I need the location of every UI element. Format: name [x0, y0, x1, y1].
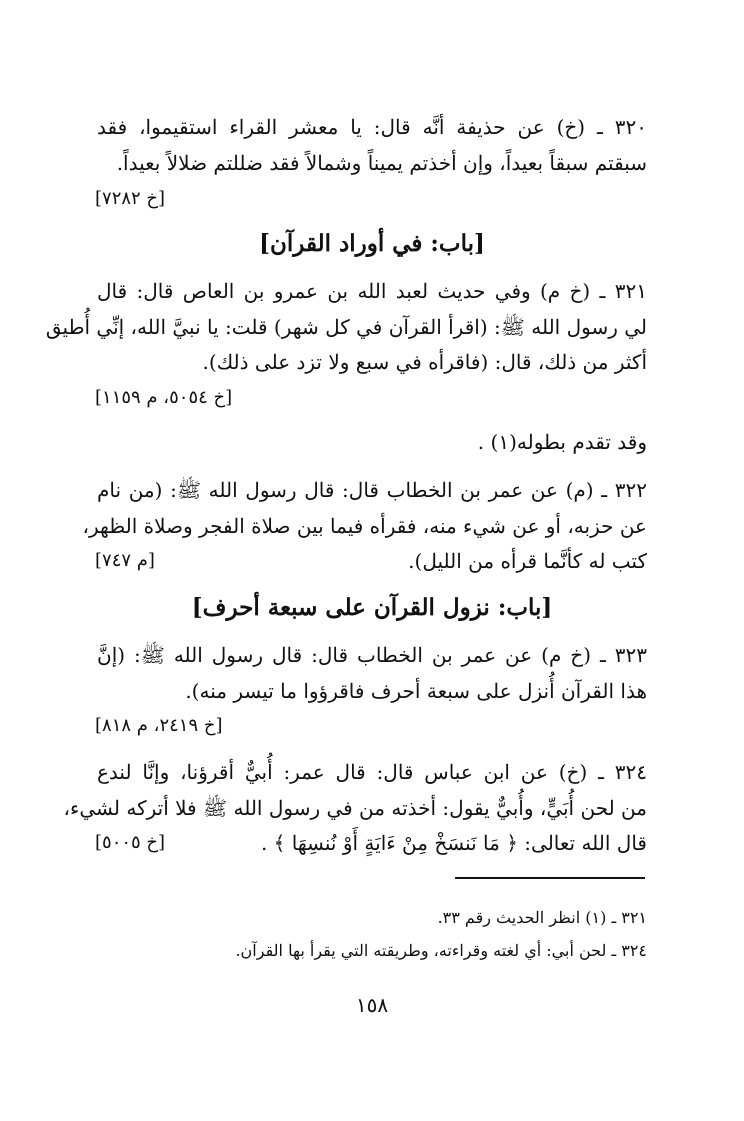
- footnote-324: ٣٢٤ ـ لحن أبي: أي لغته وقراءته، وطريقته التي يقرأ بها القرآن.: [235, 941, 647, 960]
- hadith-324-line-2: من لحن أُبَيٍّ، وأُبيٌّ يقول: أخذته من في رسول الله ﷺ فلا أتركه لشيء،: [63, 796, 647, 820]
- hadith-320-line-1: ٣٢٠ ـ (خ) عن حذيفة أنَّه قال: يا معشر القراء استقيموا، فقد: [97, 115, 647, 139]
- hadith-321-line-3: أكثر من ذلك، قال: (فاقرأه في سبع ولا تزد على ذلك).: [202, 350, 647, 374]
- hadith-324-line-3: قال الله تعالى: ﴿ مَا نَنسَخْ مِنْ ءَايَةٍ أَوْ نُنسِهَا ﴾ .: [260, 831, 647, 855]
- hadith-321-line-2: لي رسول الله ﷺ: (اقرأ القرآن في كل شهر) قلت: يا نبيَّ الله، إنِّي أُطيق: [45, 315, 647, 339]
- footnote-divider: [455, 877, 645, 879]
- hadith-320-reference: [خ ٧٢٨٢]: [95, 188, 166, 209]
- chapter-heading-awrad: [باب: في أوراد القرآن]: [259, 230, 485, 257]
- hadith-323-line-2: هذا القرآن أُنزل على سبعة أحرف فاقرؤوا ما تيسر منه).: [185, 679, 647, 703]
- hadith-322-line-2: عن حزبه، أو عن شيء منه، فقرأه فيما بين صلاة الفجر وصلاة الظهر،: [82, 514, 647, 538]
- hadith-321-note: وقد تقدم بطوله(١) .: [477, 430, 647, 454]
- hadith-321-reference: [خ ٥٠٥٤، م ١١٥٩]: [95, 387, 233, 408]
- hadith-322-line-1: ٣٢٢ ـ (م) عن عمر بن الخطاب قال: قال رسول الله ﷺ: (من نام: [97, 478, 647, 502]
- hadith-322-line-3: كتب له كأنَّما قرأه من الليل).: [408, 549, 647, 573]
- hadith-323-reference: [خ ٢٤١٩، م ٨١٨]: [95, 715, 223, 736]
- hadith-322-reference: [م ٧٤٧]: [95, 550, 155, 571]
- page-number: ١٥٨: [355, 993, 389, 1017]
- chapter-heading-seven-ahruf: [باب: نزول القرآن على سبعة أحرف]: [191, 594, 553, 621]
- hadith-324-line-1: ٣٢٤ ـ (خ) عن ابن عباس قال: قال عمر: أُبيٌّ أقرؤنا، وإنَّا لندع: [97, 760, 647, 784]
- hadith-324-reference: [خ ٥٠٠٥]: [95, 832, 166, 853]
- footnote-321: ٣٢١ ـ (١) انظر الحديث رقم ٣٣.: [437, 908, 647, 927]
- hadith-320-line-2: سبقتم سبقاً بعيداً، وإن أخذتم يميناً وشمالاً فقد ضللتم ضلالاً بعيداً.: [116, 151, 647, 175]
- hadith-323-line-1: ٣٢٣ ـ (خ م) عن عمر بن الخطاب قال: قال رسول الله ﷺ: (إنَّ: [97, 643, 647, 667]
- hadith-321-line-1: ٣٢١ ـ (خ م) وفي حديث لعبد الله بن عمرو بن العاص قال: قال: [97, 279, 647, 303]
